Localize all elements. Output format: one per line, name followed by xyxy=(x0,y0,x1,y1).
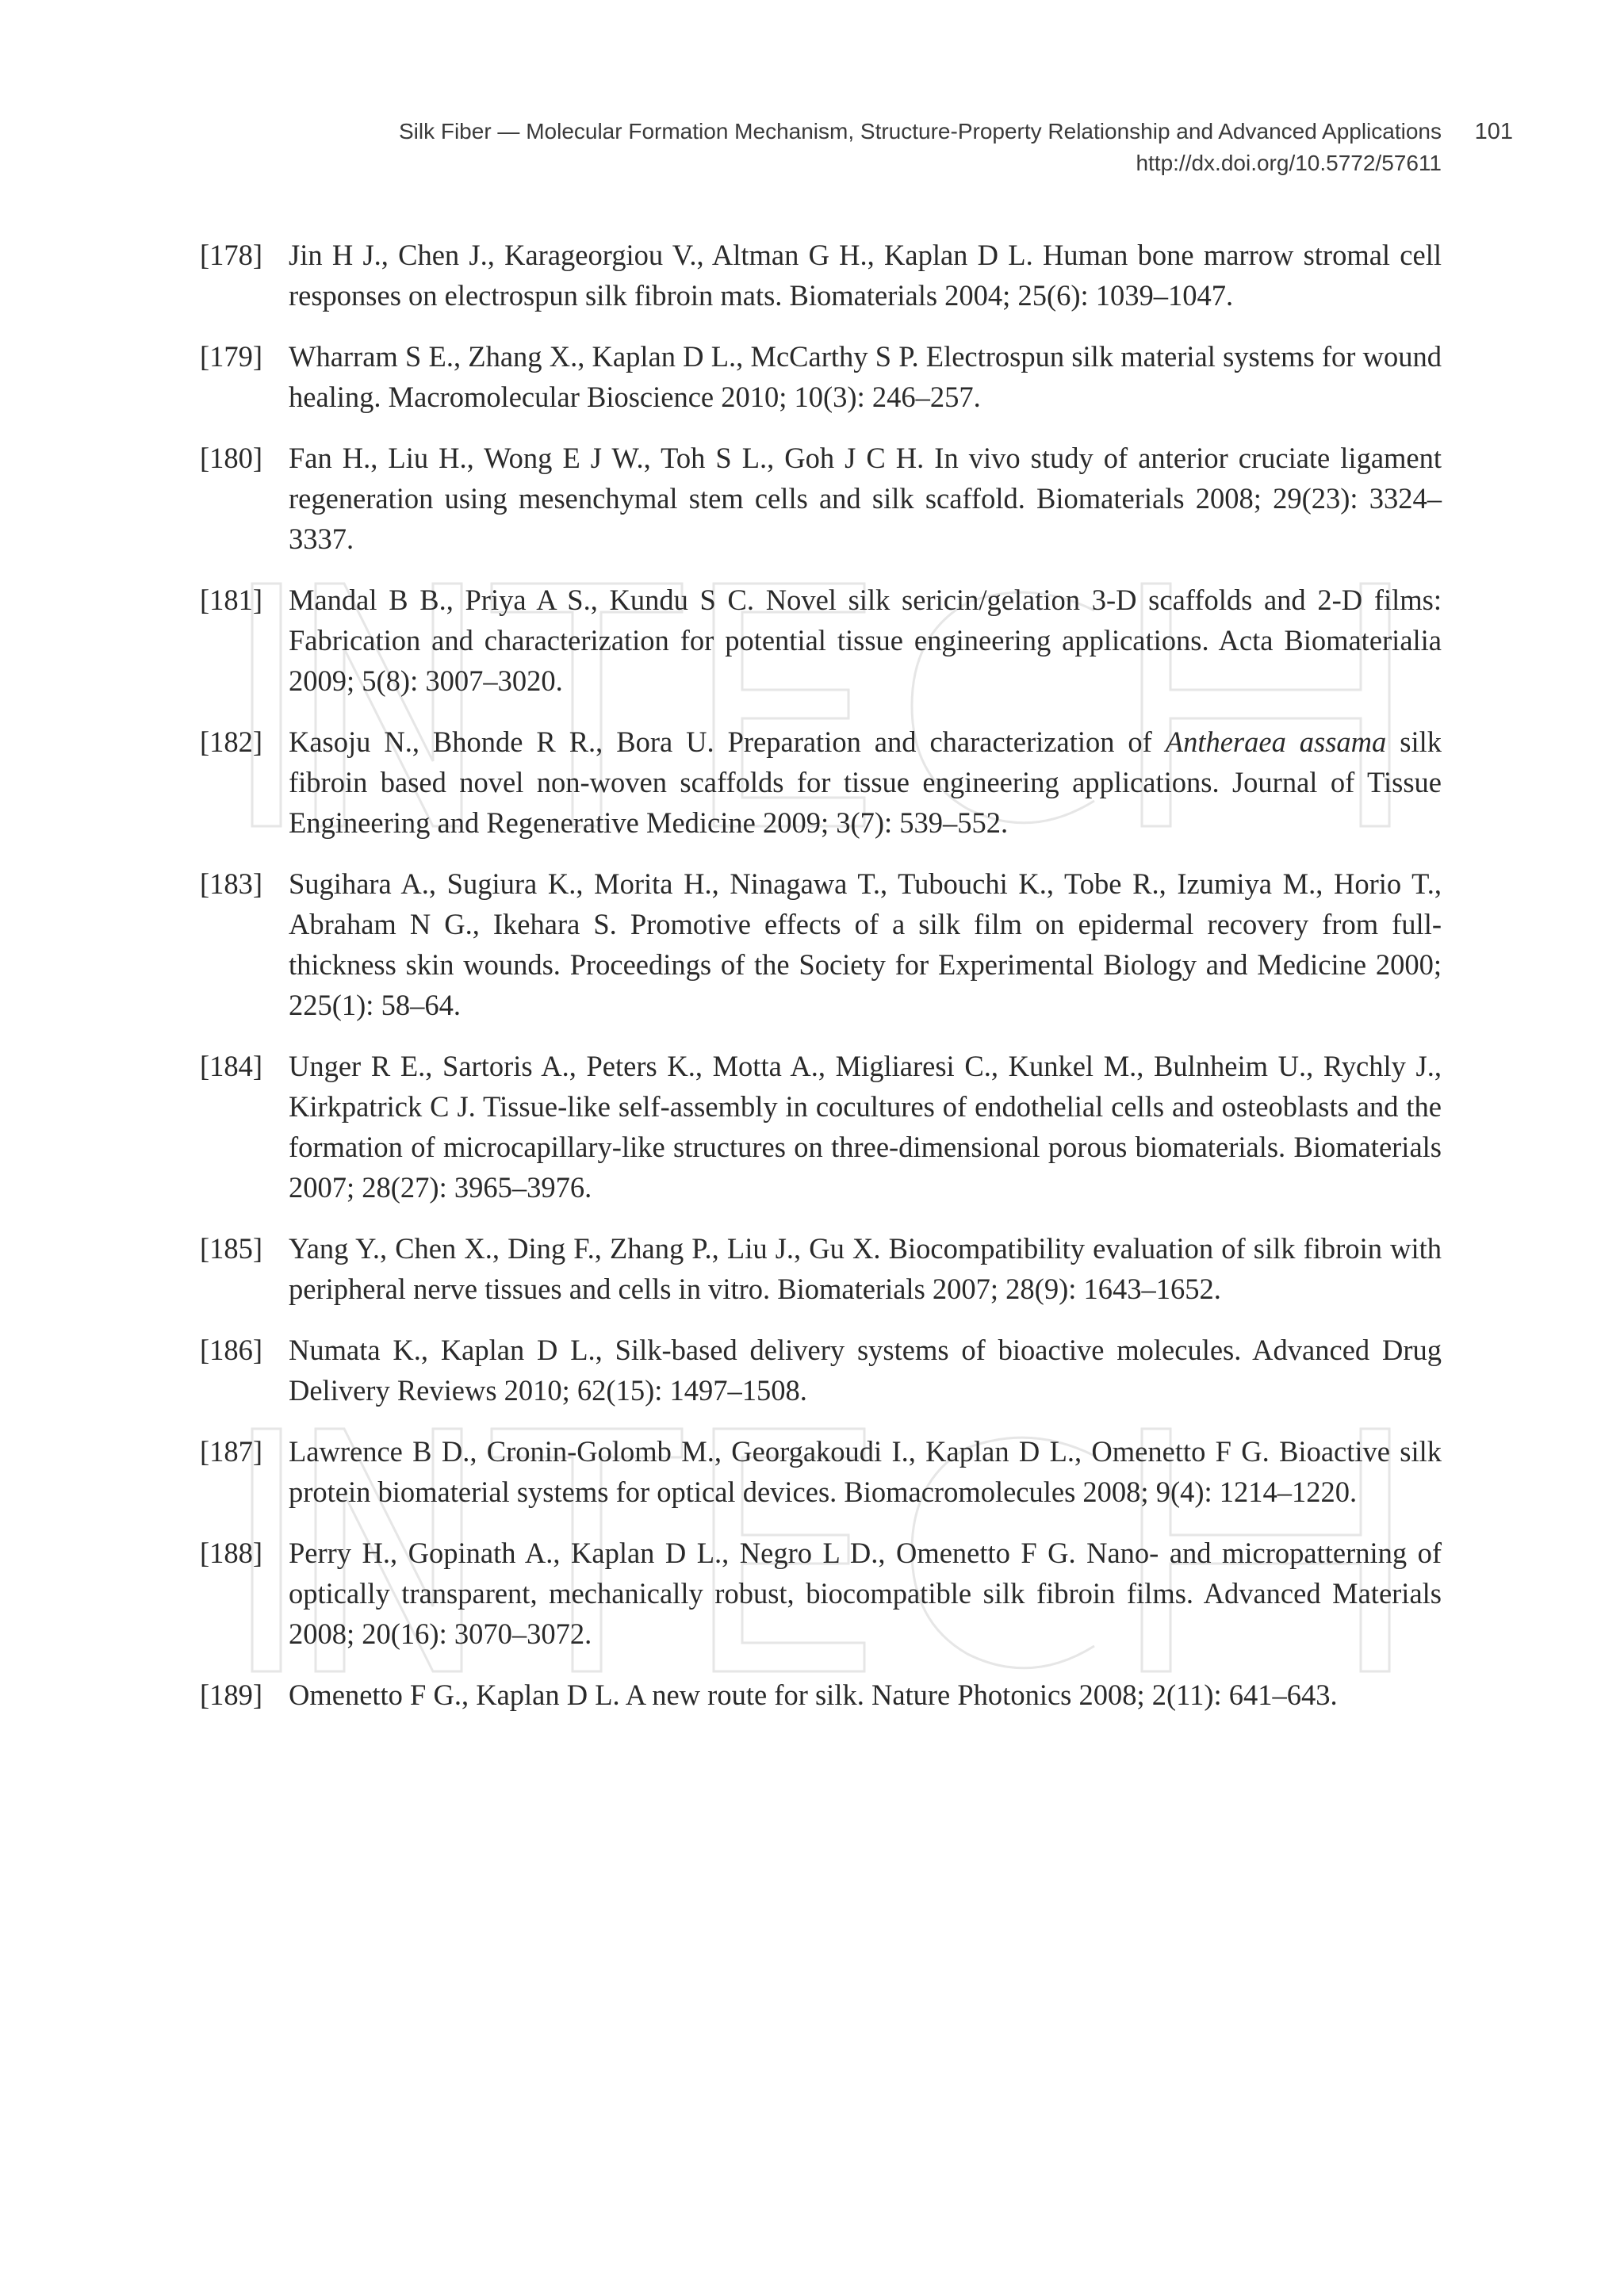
reference-text: Jin H J., Chen J., Karageorgiou V., Altman G H., Kaplan D L. Human bone marrow stromal cell responses on electrospun silk fibroin mats. Biomaterials 2004; 25(6): 1039–1047. xyxy=(289,239,1442,312)
reference-number: [185] xyxy=(200,1232,263,1265)
reference-text: Unger R E., Sartoris A., Peters K., Motta A., Migliaresi C., Kunkel M., Bulnheim U., Rychly J., Kirkpatrick C J. Tissue-like self-assembly in cocultures of endothelial cells and osteoblasts and the formation of microcapillary-like structures on three-dimensional porous biomaterials. Biomaterials 2007; 28(27): 3965–3976. xyxy=(289,1050,1442,1204)
reference-item xyxy=(200,1431,1442,1512)
reference-number: [180] xyxy=(200,442,263,474)
reference-item xyxy=(200,336,1442,417)
reference-item xyxy=(200,722,1442,843)
reference-number: [188] xyxy=(200,1537,263,1569)
reference-number: [189] xyxy=(200,1679,263,1711)
reference-item xyxy=(200,863,1442,1025)
reference-text: Omenetto F G., Kaplan D L. A new route for silk. Nature Photonics 2008; 2(11): 641–643. xyxy=(289,1679,1338,1711)
running-header-doi: http://dx.doi.org/10.5772/57611 xyxy=(1136,151,1442,175)
reference-number: [179] xyxy=(200,340,263,373)
reference-item xyxy=(200,1330,1442,1411)
reference-item xyxy=(200,1533,1442,1654)
reference-text: Yang Y., Chen X., Ding F., Zhang P., Liu J., Gu X. Biocompatibility evaluation of silk fibroin with peripheral nerve tissues and cells in vitro. Biomaterials 2007; 28(9): 1643–1652. xyxy=(289,1232,1442,1305)
reference-list xyxy=(200,235,1442,1736)
reference-item xyxy=(200,235,1442,316)
reference-number: [187] xyxy=(200,1435,263,1468)
reference-item xyxy=(200,1675,1442,1715)
reference-text-part: Kasoju N., Bhonde R R., Bora U. Preparation and characterization of xyxy=(289,725,1166,758)
reference-item xyxy=(200,580,1442,701)
species-name-italic: Antheraea assama xyxy=(1165,725,1387,758)
page-number: 101 xyxy=(1474,119,1513,144)
reference-text: Lawrence B D., Cronin-Golomb M., Georgakoudi I., Kaplan D L., Omenetto F G. Bioactive silk protein biomaterial systems for optical devices. Biomacromolecules 2008; 9(4): 1214–1220. xyxy=(289,1435,1442,1508)
reference-text: Sugihara A., Sugiura K., Morita H., Ninagawa T., Tubouchi K., Tobe R., Izumiya M., Horio T., Abraham N G., Ikehara S. Promotive effects of a silk film on epidermal recovery from full-thickness skin wounds. Proceedings of the Society for Experimental Biology and Medicine 2000; 225(1): 58–64. xyxy=(289,867,1442,1021)
reference-item xyxy=(200,1228,1442,1309)
reference-text: Mandal B B., Priya A S., Kundu S C. Novel silk sericin/gelation 3-D scaffolds and 2-D films: Fabrication and characterization for potential tissue engineering applications. Acta Biomaterialia 2009; 5(8): 3007–3020. xyxy=(289,584,1442,697)
reference-text xyxy=(289,722,1442,843)
reference-number: [181] xyxy=(200,584,263,616)
reference-text: Wharram S E., Zhang X., Kaplan D L., McCarthy S P. Electrospun silk material systems for wound healing. Macromolecular Bioscience 2010; 10(3): 246–257. xyxy=(289,340,1442,413)
reference-item xyxy=(200,438,1442,559)
reference-text-part: silk fibroin based novel non-woven scaffolds for tissue engineering applications. Journal of Tissue Engineering and Regenerative Medicine 2009; 3(7): 539–552. xyxy=(289,725,1442,839)
reference-number: [182] xyxy=(200,725,263,758)
reference-text: Numata K., Kaplan D L., Silk-based delivery systems of bioactive molecules. Advanced Drug Delivery Reviews 2010; 62(15): 1497–1508. xyxy=(289,1334,1442,1407)
reference-text: Fan H., Liu H., Wong E J W., Toh S L., Goh J C H. In vivo study of anterior cruciate ligament regeneration using mesenchymal stem cells and silk scaffold. Biomaterials 2008; 29(23): 3324–3337. xyxy=(289,442,1442,555)
reference-number: [183] xyxy=(200,867,263,900)
running-header-title: Silk Fiber — Molecular Formation Mechanism, Structure-Property Relationship and Advanced Applications xyxy=(398,119,1442,144)
reference-number: [178] xyxy=(200,239,263,271)
reference-number: [186] xyxy=(200,1334,263,1366)
reference-number: [184] xyxy=(200,1050,263,1082)
reference-item xyxy=(200,1046,1442,1208)
reference-text: Perry H., Gopinath A., Kaplan D L., Negro L D., Omenetto F G. Nano- and micropatterning of optically transparent, mechanically robust, biocompatible silk fibroin films. Advanced Materials 2008; 20(16): 3070–3072. xyxy=(289,1537,1442,1650)
running-header xyxy=(317,116,1513,179)
